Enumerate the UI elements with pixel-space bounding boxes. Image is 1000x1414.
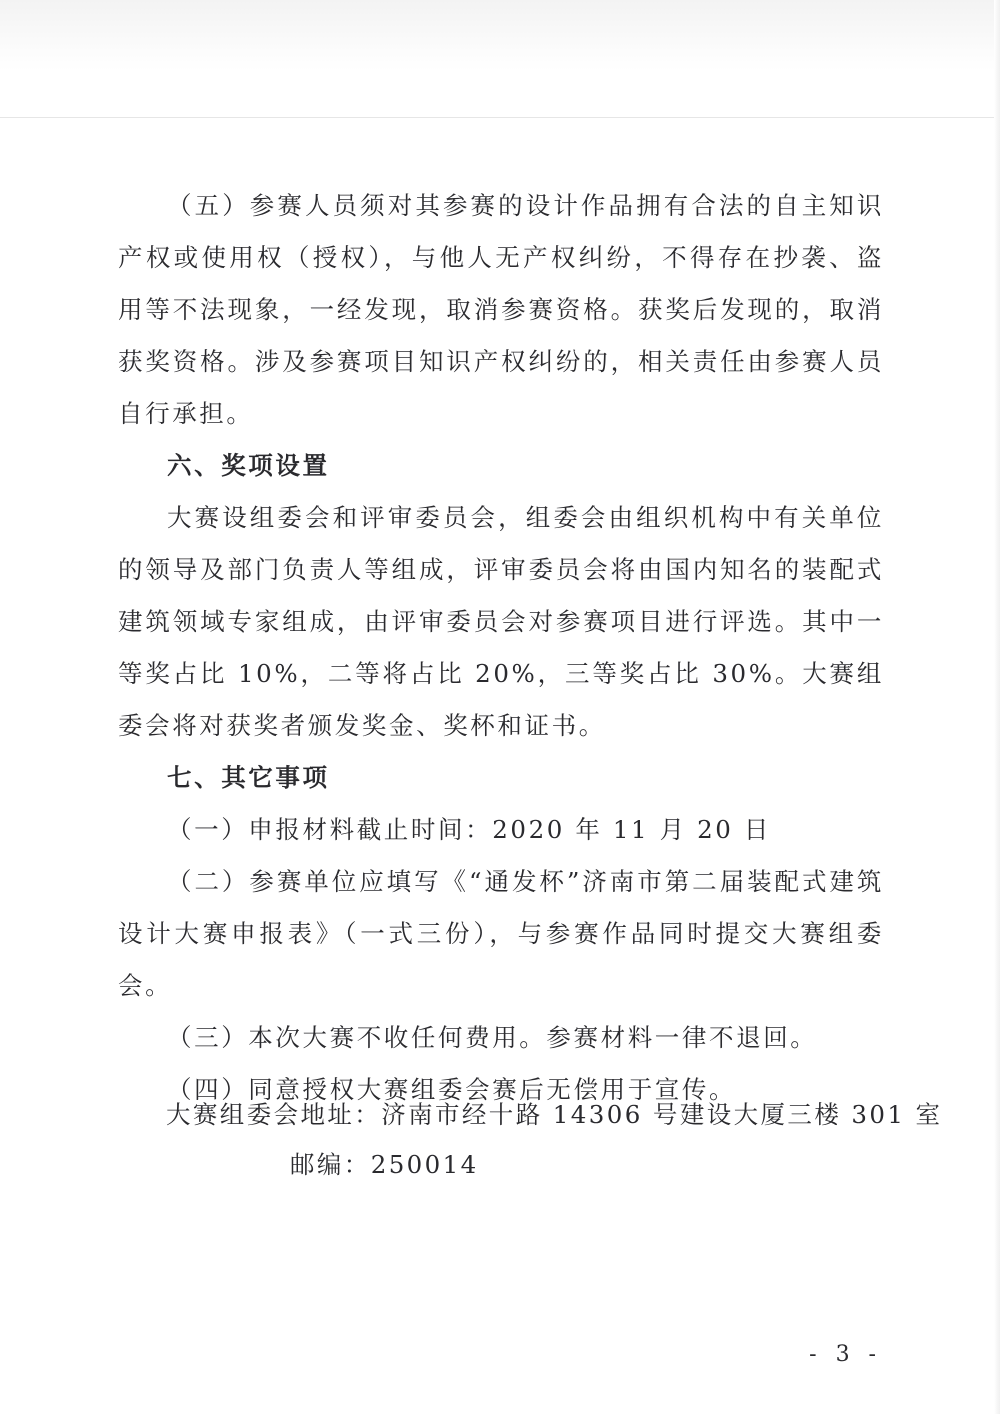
- zip-line: [166, 1140, 886, 1190]
- document-body: [118, 180, 884, 1116]
- address-value: 济南市经十路 14306 号建设大厦三楼 301 室: [381, 1100, 943, 1129]
- page-number: - 3 -: [809, 1342, 882, 1367]
- paragraph-authorization: （四）同意授权大赛组委会赛后无偿用于宣传。: [167, 1075, 737, 1104]
- address-block: [166, 1090, 943, 1190]
- address-label: 大赛组委会地址：: [166, 1100, 382, 1129]
- paragraph-awards: 大赛设组委会和评审委员会，组委会由组织机构中有关单位的领导及部门负责人等组成，评审委员会将由国内知名的装配式建筑领域专家组成，由评审委员会对参赛项目进行评选。其中一等奖占比 10%，二等将占比 20%，三等奖占比 30%。大赛组委会将对获奖者颁发奖金、奖杯和证书。: [118, 503, 884, 740]
- paragraph-application-form: （二）参赛单位应填写《“通发杯”济南市第二届装配式建筑设计大赛申报表》（一式三份），与参赛作品同时提交大赛组委会。: [118, 867, 884, 1000]
- scan-right-edge: [994, 0, 1000, 1414]
- scan-fold-line: [0, 117, 1000, 118]
- scan-top-edge: [0, 0, 1000, 118]
- zip-label: 邮编：: [290, 1150, 371, 1179]
- section-heading-other-matters: 七、其它事项: [167, 763, 330, 792]
- zip-value: 250014: [370, 1150, 479, 1179]
- section-heading-awards: 六、奖项设置: [167, 451, 330, 480]
- address-line: [166, 1090, 943, 1140]
- paragraph-no-fee: （三）本次大赛不收任何费用。参赛材料一律不退回。: [167, 1023, 818, 1052]
- paragraph-deadline: （一）申报材料截止时间：2020 年 11 月 20 日: [167, 815, 771, 844]
- paragraph-item-5-ip-rights: （五）参赛人员须对其参赛的设计作品拥有合法的自主知识产权或使用权（授权），与他人无产权纠纷，不得存在抄袭、盗用等不法现象，一经发现，取消参赛资格。获奖后发现的，取消获奖资格。涉及参赛项目知识产权纠纷的，相关责任由参赛人员自行承担。: [118, 191, 884, 428]
